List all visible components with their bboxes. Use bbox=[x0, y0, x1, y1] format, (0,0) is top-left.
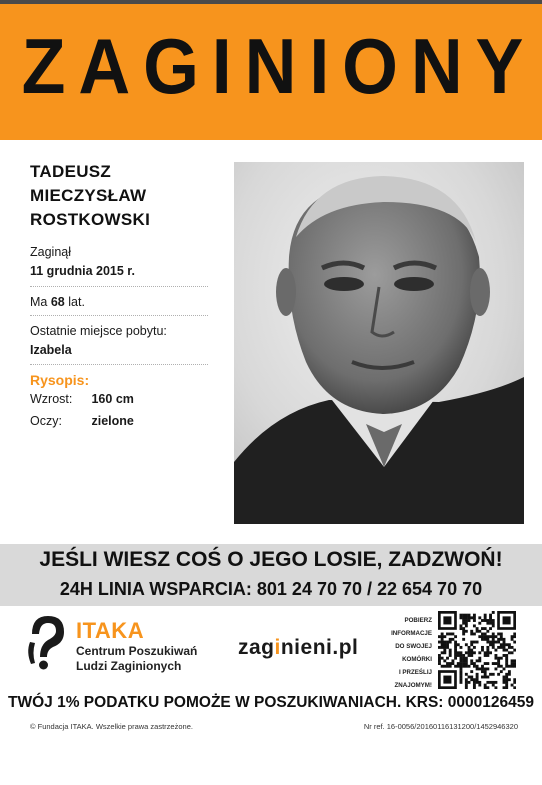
missing-date-block bbox=[30, 243, 208, 281]
site-text-accent: i bbox=[274, 636, 281, 659]
site-text: zag bbox=[238, 636, 275, 659]
missing-date-value: 11 grudnia 2015 r. bbox=[30, 264, 135, 278]
qr-instruction-line: INFORMACJE bbox=[391, 630, 432, 637]
last-place-label: Ostatnie miejsce pobytu: bbox=[30, 324, 167, 338]
name-line: ROSTKOWSKI bbox=[30, 210, 151, 229]
description-title: Rysopis: bbox=[30, 372, 90, 388]
eyes-row bbox=[30, 414, 134, 428]
question-mark-head-logo-icon bbox=[22, 612, 70, 672]
eyes-value: zielone bbox=[91, 414, 134, 428]
height-row bbox=[30, 392, 134, 406]
name-line: TADEUSZ bbox=[30, 162, 112, 181]
age-prefix: Ma bbox=[30, 295, 48, 309]
copyright-notice: © Fundacja ITAKA. Wszelkie prawa zastrzeżone. bbox=[30, 722, 193, 731]
missing-date-label: Zaginął bbox=[30, 245, 71, 259]
name-line: MIECZYSŁAW bbox=[30, 186, 147, 205]
poster-title: ZAGINIONY bbox=[21, 22, 537, 110]
itaka-subtitle bbox=[76, 644, 197, 674]
last-place-value: Izabela bbox=[30, 343, 72, 357]
itaka-subtitle-line: Ludzi Zaginionych bbox=[76, 659, 182, 673]
site-text: nieni.pl bbox=[280, 636, 359, 659]
tax-donation-line: TWÓJ 1% PODATKU POMOŻE W POSZUKIWANIACH. KRS: 0000126459 bbox=[8, 694, 534, 711]
support-hotline: 24H LINIA WSPARCIA: 801 24 70 70 / 22 654 70 70 bbox=[59, 579, 483, 599]
qr-instruction-line: KOMÓRKI bbox=[402, 656, 432, 663]
reference-number: Nr ref. 16-0056/20160116131200/1452946320 bbox=[363, 722, 518, 731]
qr-instruction-line: ZNAJOMYM! bbox=[394, 682, 432, 689]
call-to-action: JEŚLI WIESZ COŚ O JEGO LOSIE, ZADZWOŃ! bbox=[39, 548, 503, 571]
last-place-block bbox=[30, 322, 208, 360]
divider bbox=[30, 315, 208, 316]
itaka-logo-text: ITAKA bbox=[76, 618, 145, 643]
age-block bbox=[30, 293, 208, 312]
qr-instruction-line: I PRZEŚLIJ bbox=[398, 669, 432, 676]
itaka-subtitle-line: Centrum Poszukiwań bbox=[76, 644, 198, 658]
height-value: 160 cm bbox=[91, 392, 134, 406]
eyes-label: Oczy: bbox=[30, 414, 62, 428]
divider bbox=[30, 364, 208, 365]
person-photo bbox=[234, 162, 524, 524]
qr-instruction-line: POBIERZ bbox=[404, 617, 432, 624]
missing-person-name bbox=[30, 160, 230, 232]
qr-instruction-line: DO SWOJEJ bbox=[395, 643, 432, 650]
divider bbox=[30, 286, 208, 287]
age-value: 68 bbox=[50, 295, 65, 309]
zaginieni-site-logo[interactable] bbox=[238, 636, 358, 660]
qr-instructions bbox=[388, 614, 432, 692]
age-suffix: lat. bbox=[68, 295, 85, 309]
height-label: Wzrost: bbox=[30, 392, 73, 406]
qr-code-icon[interactable] bbox=[438, 611, 516, 689]
